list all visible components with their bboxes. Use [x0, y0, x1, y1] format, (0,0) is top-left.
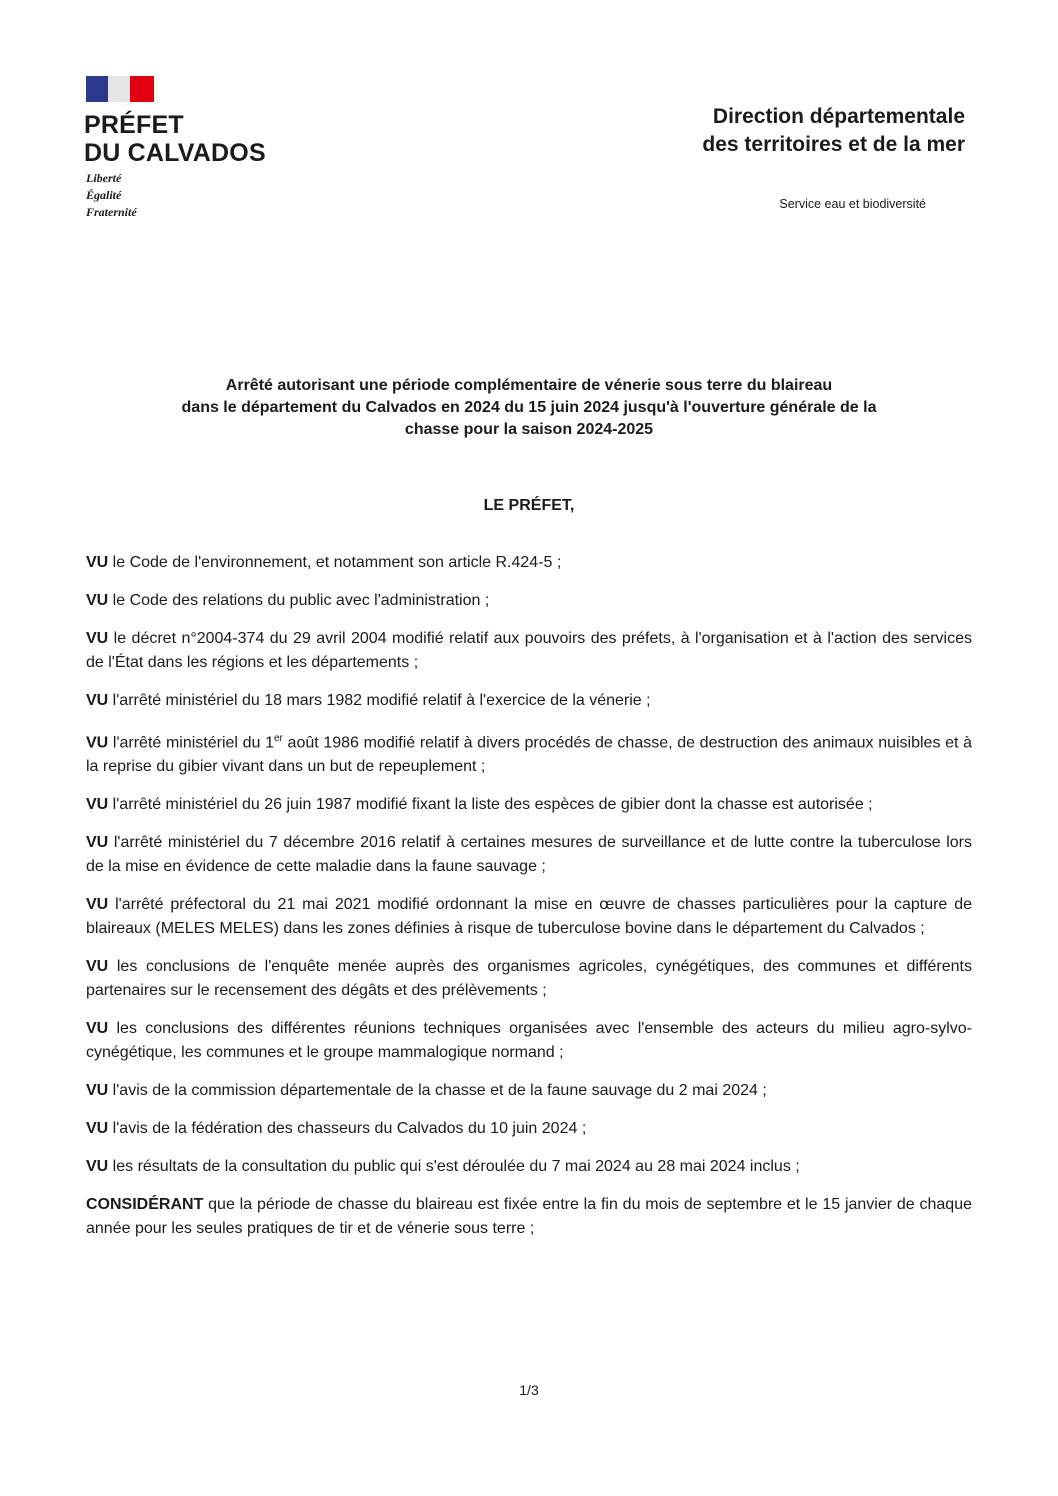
motto-fraternite: Fraternité [86, 205, 137, 219]
clause-text: l'arrêté préfectoral du 21 mai 2021 modifié ordonnant la mise en œuvre de chasses particulières pour la capture de blaireaux (MELES MELES) dans les zones définies à risque de tuberculose bovine dans le département du Calvados ; [86, 896, 972, 938]
vu-clause [86, 831, 972, 879]
clause-text: l'arrêté ministériel du 26 juin 1987 modifié fixant la liste des espèces de gibier dont la chasse est autorisée ; [108, 796, 873, 814]
vu-clause [86, 1117, 972, 1141]
document-title [86, 375, 972, 441]
vu-clause [86, 893, 972, 941]
direction-name [702, 103, 965, 159]
clause-keyword: VU [86, 834, 109, 852]
clause-text: que la période de chasse du blaireau est fixée entre la fin du mois de septembre et le 15 janvier de chaque année pour les seules pratiques de tir et de vénerie sous terre ; [86, 1196, 972, 1238]
vu-clause [86, 589, 972, 613]
clause-keyword: CONSIDÉRANT [86, 1196, 204, 1214]
clause-keyword: VU [86, 958, 109, 976]
clause-text: le Code de l'environnement, et notamment son article R.424-5 ; [108, 554, 562, 571]
clause-text: août 1986 modifié relatif à divers procédés de chasse, de destruction des animaux nuisibles et à la reprise du gibier vivant dans un but de repeuplement ; [86, 734, 972, 776]
document-body [86, 551, 972, 1255]
clause-keyword: VU [86, 554, 109, 571]
clause-text: l'avis de la fédération des chasseurs du Calvados du 10 juin 2024 ; [108, 1120, 587, 1138]
clause-keyword: VU [86, 896, 109, 914]
logo-line-1: PRÉFET [84, 111, 184, 139]
clause-keyword: VU [86, 734, 109, 752]
clause-text: l'arrêté ministériel du 1 [108, 734, 274, 752]
clause-keyword: VU [86, 592, 109, 609]
direction-line-1: Direction départementale [712, 105, 965, 128]
clause-text: l'avis de la commission départementale de la chasse et de la faune sauvage du 2 mai 2024 ; [108, 1082, 767, 1100]
vu-clause [86, 955, 972, 1003]
clause-text: les conclusions des différentes réunions techniques organisées avec l'ensemble des acteurs du milieu agro-sylvo-cynégétique, les communes et le groupe mammalogique normand ; [86, 1020, 972, 1062]
vu-clause [86, 793, 972, 817]
page-number: 1/3 [519, 1382, 539, 1398]
considerant-clause [86, 1193, 972, 1241]
vu-clause [86, 727, 972, 779]
clause-text: le Code des relations du public avec l'administration ; [108, 592, 490, 609]
motto-egalite: Égalité [86, 188, 122, 202]
vu-clause [86, 627, 972, 675]
clause-superscript: er [273, 733, 283, 744]
vu-clause [86, 551, 972, 575]
clause-text: l'arrêté ministériel du 18 mars 1982 modifié relatif à l'exercice de la vénerie ; [108, 692, 651, 709]
direction-line-2: des territoires et de la mer [702, 133, 965, 156]
vu-clause [86, 689, 972, 713]
clause-keyword: VU [86, 1120, 109, 1138]
clause-keyword: VU [86, 630, 109, 647]
service-name: Service eau et biodiversité [779, 197, 926, 211]
marianne-flag-logo [86, 76, 154, 102]
motto-liberte: Liberté [86, 171, 122, 185]
authority-heading: LE PRÉFET, [483, 497, 575, 514]
title-line: dans le département du Calvados en 2024 du 15 juin 2024 jusqu'à l'ouverture générale de la [181, 399, 877, 416]
republic-motto [86, 170, 137, 221]
clause-keyword: VU [86, 1158, 109, 1176]
vu-clause [86, 1079, 972, 1103]
clause-text: les résultats de la consultation du public qui s'est déroulée du 7 mai 2024 au 28 mai 2024 inclus ; [108, 1158, 800, 1176]
logo-line-2: DU CALVADOS [84, 139, 266, 167]
clause-text: l'arrêté ministériel du 7 décembre 2016 relatif à certaines mesures de surveillance et de lutte contre la tuberculose lors de la mise en évidence de cette maladie dans la faune sauvage ; [86, 834, 972, 876]
title-line: chasse pour la saison 2024-2025 [404, 421, 654, 438]
clause-keyword: VU [86, 1020, 109, 1038]
clause-text: le décret n°2004-374 du 29 avril 2004 modifié relatif aux pouvoirs des préfets, à l'organisation et à l'action des services de l'État dans les régions et les départements ; [86, 630, 972, 671]
clause-keyword: VU [86, 1082, 109, 1100]
clause-keyword: VU [86, 796, 109, 814]
clause-text: les conclusions de l'enquête menée auprès des organismes agricoles, cynégétiques, des communes et différents partenaires sur le recensement des dégâts et des prélèvements ; [86, 958, 972, 1000]
title-line: Arrêté autorisant une période complémentaire de vénerie sous terre du blaireau [225, 377, 833, 394]
vu-clause [86, 1155, 972, 1179]
vu-clause [86, 1017, 972, 1065]
prefecture-logo-text [84, 111, 266, 167]
clause-keyword: VU [86, 692, 109, 709]
